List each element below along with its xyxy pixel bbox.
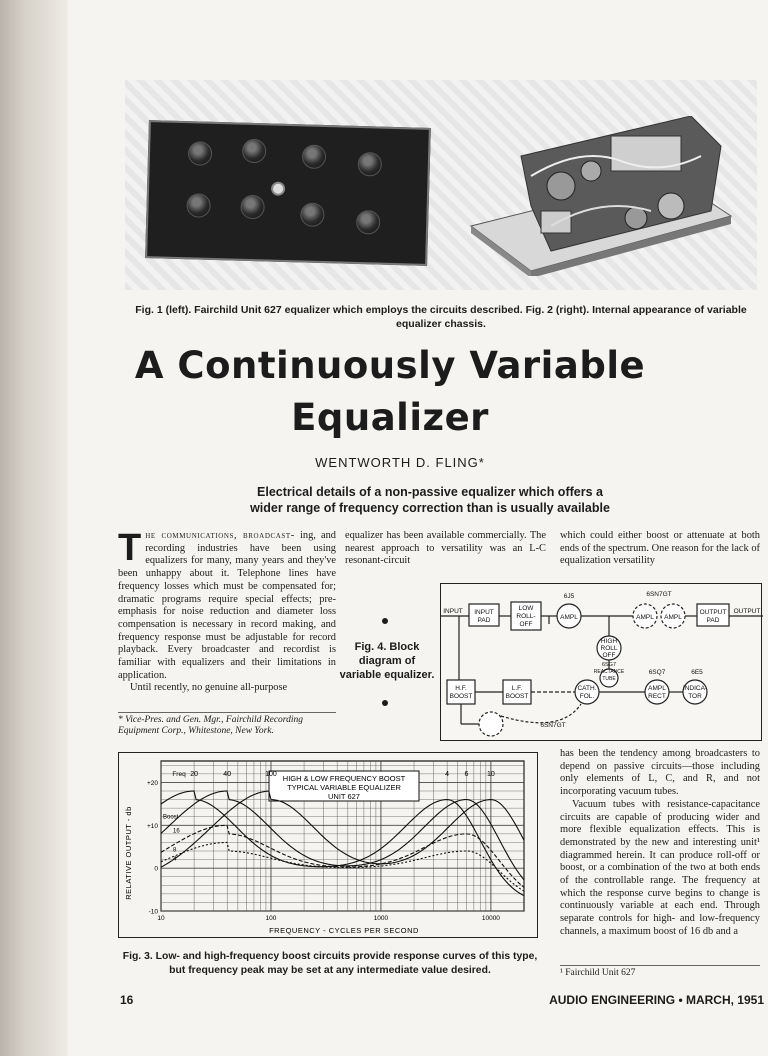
body-column-2: [345, 530, 546, 568]
author-byline: WENTWORTH D. FLING*: [315, 455, 485, 470]
freq-mark: 20: [190, 770, 199, 778]
freq-mark: 6: [464, 770, 469, 778]
bd-ampl: AMPL: [560, 614, 578, 621]
book-spine: [0, 0, 70, 1056]
title-line-1: A Continuously Variable: [134, 344, 646, 387]
bd-lf-boost-2: BOOST: [505, 693, 529, 700]
bd-ampl-rect-2: RECT: [648, 693, 666, 700]
knob: [300, 202, 325, 227]
photo-caption: Fig. 1 (left). Fairchild Unit 627 equalizer which employs the circuits described. Fig. 2 (right). Internal appearance of variable equalizer chassis.: [135, 304, 747, 330]
bd-hf-boost-1: H.F.: [455, 685, 467, 692]
knob: [302, 144, 327, 169]
knob: [186, 193, 211, 218]
response-curves: [161, 791, 524, 896]
bd-indicator-1: INDICA-: [682, 685, 708, 692]
y-tick-label: +20: [146, 779, 158, 787]
block-diagram: [440, 583, 762, 741]
response-curve: [161, 825, 524, 887]
x-tick-label: 1000: [373, 915, 389, 922]
paragraph: Vacuum tubes with resistance-capacitance circuits are capable of producing wider and more flexible equalization effects. This is demonstrated by the new and interesting unit¹ diagrammed herein. It can produce roll-off or boost, or a combination of the two at both ends of the controllable range. The frequency at which the response curve begins to change is continuously variable at each end. Through separate controls for high- and low-frequency channels, a maximum boost of 16 db and a: [560, 798, 760, 937]
x-tick-label: 10: [157, 915, 165, 922]
bd-tube-6sn7: 6SN7GT: [646, 591, 672, 598]
freq-mark: 40: [223, 770, 232, 778]
boost-mark: 8: [173, 847, 177, 854]
bd-tube-6sn7-bottom: 6SN7GT: [540, 722, 566, 729]
bd-high-rolloff-3: OFF: [602, 652, 616, 659]
response-graph: [118, 752, 538, 938]
x-tick-label: 100: [265, 915, 277, 922]
unit-footnote: ¹ Fairchild Unit 627: [560, 965, 760, 978]
bullet-ornament: [382, 618, 388, 624]
lead-in: he communications, broadcast-: [145, 530, 295, 541]
knob: [358, 152, 383, 177]
bd-low-rolloff-2: ROLL-: [516, 613, 536, 620]
running-footer: AUDIO ENGINEERING • MARCH, 1951: [549, 993, 764, 1007]
bd-low-rolloff-1: LOW: [518, 605, 534, 612]
chart-ylabel: RELATIVE OUTPUT - db: [124, 806, 133, 900]
bd-input-pad-1: INPUT: [474, 609, 494, 616]
boost-mark: 4: [173, 856, 177, 863]
knob: [242, 139, 267, 164]
bd-tube-6j5: 6J5: [563, 593, 575, 600]
boost-label: Boost: [163, 814, 179, 821]
y-tick-label: -10: [148, 908, 158, 916]
freq-mark: 100: [265, 770, 277, 778]
response-curve: [161, 791, 524, 867]
body-column-1: [118, 527, 336, 695]
bd-input-pad-2: PAD: [477, 617, 491, 624]
paragraph: ing, and recording industries have been using equalizers for many, many years and they've been unhappy about it. Telephone lines have frequency losses which must be compensated for; dramatic programs require special effects; pre-emphasis for noise reduction and diameter loss compensation is necessary in record making, and frequency response must be adjustable for record playback. Every broadcaster and recordist is familiar with equalizers and their limitations in application.: [118, 530, 336, 681]
chart-xlabel: FREQUENCY - CYCLES PER SECOND: [269, 926, 419, 935]
bd-tube-6sq7: 6SQ7: [648, 669, 666, 676]
bd-ampl-2: AMPL: [636, 614, 654, 621]
bd-lf-boost-1: L.F.: [511, 685, 523, 692]
paragraph: has been the tendency among broadcasters to depend on passive circuits—those including only elements of L, C, and R, and not incorporating vacuum tubes.: [560, 748, 760, 798]
bd-output-pad-2: PAD: [706, 617, 720, 624]
bd-indicator-2: TOR: [688, 693, 702, 700]
bd-high-rolloff-1: HIGH: [600, 638, 618, 645]
page-number: 16: [120, 993, 134, 1007]
chart-title-line-1: HIGH & LOW FREQUENCY BOOST: [282, 774, 406, 783]
bd-output-pad-1: OUTPUT: [699, 609, 727, 616]
freq-mark: 10: [486, 770, 495, 778]
bd-reactance-2: REACTANCE: [593, 669, 625, 675]
y-tick-label: +10: [146, 822, 158, 830]
equalizer-chassis-photo: [461, 116, 741, 276]
bd-ampl-3: AMPL: [664, 614, 682, 621]
bd-low-rolloff-3: OFF: [519, 621, 533, 628]
freq-label: Freq: [172, 770, 186, 778]
bd-output: OUTPUT: [733, 608, 761, 615]
bd-cath-fol-1: CATH.: [577, 685, 597, 692]
chart-title-line-3: UNIT 627: [328, 792, 360, 801]
freq-mark: 4: [445, 770, 450, 778]
bd-reactance-1: 6SG7: [601, 662, 617, 668]
title-line-2: Equalizer: [291, 396, 489, 439]
response-chart: [119, 753, 539, 939]
author-footnote: * Vice-Pres. and Gen. Mgr., Fairchild Recording Equipment Corp., Whitestone, New York.: [118, 712, 336, 737]
body-column-4: [560, 748, 760, 939]
paragraph: Until recently, no genuine all-purpose: [130, 682, 288, 694]
article-subtitle: Electrical details of a non-passive equalizer which offers a wider range of frequency correction than is usually available: [250, 485, 610, 515]
bd-ampl-rect-1: AMPL: [648, 685, 666, 692]
bd-tube-6e5: 6E5: [691, 669, 703, 676]
fig4-caption: Fig. 4. Block diagram of variable equalizer.: [339, 641, 435, 681]
chart-title-line-2: TYPICAL VARIABLE EQUALIZER: [287, 783, 401, 792]
knob: [188, 141, 213, 166]
article-title: [110, 340, 670, 444]
bd-input: INPUT: [443, 608, 463, 615]
fig3-caption: Fig. 3. Low- and high-frequency boost circuits provide response curves of this type, but frequency peak may be set at any intermediate value desired.: [122, 951, 538, 976]
bd-hf-boost-2: BOOST: [449, 693, 473, 700]
y-tick-label: 0: [154, 865, 158, 873]
boost-mark: 16: [173, 828, 180, 835]
block-diagram-canvas: [441, 584, 763, 742]
x-tick-label: 10000: [481, 915, 500, 922]
paragraph: which could either boost or attenuate at both ends of the spectrum. One reason for the lack of equalization versatility: [560, 530, 760, 567]
knob: [356, 210, 381, 235]
knob: [240, 195, 265, 220]
body-column-3: [560, 530, 760, 568]
bd-reactance-3: TUBE: [602, 676, 616, 682]
photo-strip: [125, 80, 757, 290]
paragraph: equalizer has been available commercially. The nearest approach to versatility was an L-C resonant-circuit: [345, 530, 546, 567]
equalizer-front-panel-photo: [145, 120, 431, 266]
drop-cap: T: [118, 527, 142, 569]
bd-cath-fol-2: FOL.: [579, 693, 595, 700]
indicator-lamp: [271, 182, 285, 196]
bd-high-rolloff-2: ROLL: [600, 645, 618, 652]
bullet-ornament: [382, 700, 388, 706]
